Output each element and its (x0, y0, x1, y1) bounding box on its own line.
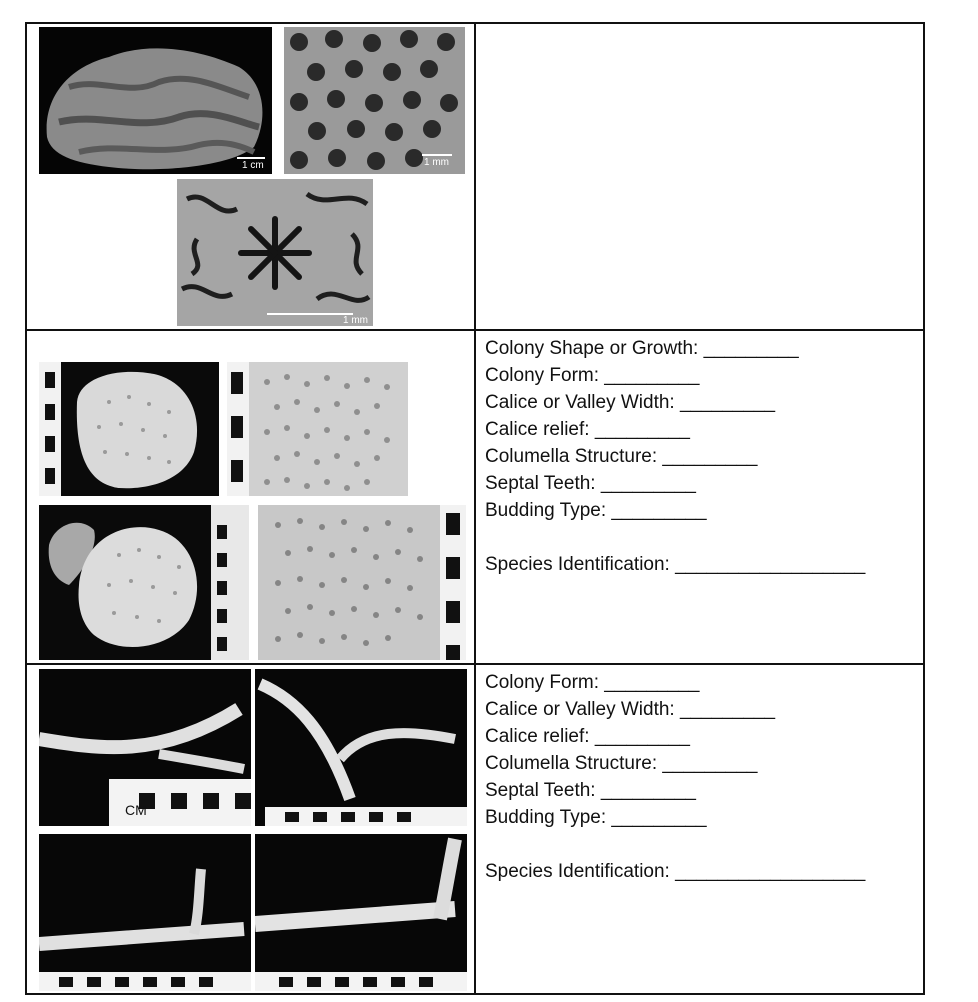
calice-relief-field[interactable]: Calice relief: _________ (485, 419, 690, 440)
calice-relief-field[interactable]: Calice relief: _________ (485, 726, 690, 747)
colony-shape-field[interactable]: Colony Shape or Growth: _________ (485, 338, 799, 359)
calice-sem-photo (177, 179, 373, 326)
massive-side-closeup-photo (258, 505, 466, 660)
spacer (485, 524, 865, 551)
row-divider-1 (25, 329, 925, 331)
calice-width-field[interactable]: Calice or Valley Width: _________ (485, 699, 776, 720)
species-identification-field[interactable]: Species Identification: __________________ (485, 554, 866, 575)
colony-sem-photo (39, 27, 272, 174)
columella-structure-field[interactable]: Columella Structure: _________ (485, 446, 758, 467)
colony-form-field[interactable]: Colony Form: _________ (485, 365, 700, 386)
branch-photo-2 (255, 669, 467, 826)
branch-photo-4 (255, 834, 467, 991)
budding-type-field[interactable]: Budding Type: _________ (485, 500, 707, 521)
species-identification-field[interactable]: Species Identification: __________________ (485, 861, 866, 882)
massive-colony-side-photo (39, 505, 249, 660)
branch-photo-3 (39, 834, 251, 991)
massive-colony-photo (39, 362, 219, 496)
ruler-label: CM (125, 802, 147, 818)
column-divider (474, 22, 476, 995)
spacer (485, 831, 865, 858)
branch-photo-1 (39, 669, 251, 826)
row-2-fields (485, 335, 865, 578)
columella-structure-field[interactable]: Columella Structure: _________ (485, 753, 758, 774)
row-3-fields (485, 669, 865, 885)
budding-type-field[interactable]: Budding Type: _________ (485, 807, 707, 828)
scale-bar-label: 1 mm (424, 157, 449, 168)
septal-teeth-field[interactable]: Septal Teeth: _________ (485, 780, 696, 801)
calice-width-field[interactable]: Calice or Valley Width: _________ (485, 392, 776, 413)
colony-form-field[interactable]: Colony Form: _________ (485, 672, 700, 693)
scale-bar-label: 1 mm (343, 315, 368, 326)
row-divider-2 (25, 663, 925, 665)
corallite-sem-photo (284, 27, 465, 174)
septal-teeth-field[interactable]: Septal Teeth: _________ (485, 473, 696, 494)
massive-surface-closeup-photo (227, 362, 408, 496)
scale-bar-label: 1 cm (242, 160, 264, 171)
